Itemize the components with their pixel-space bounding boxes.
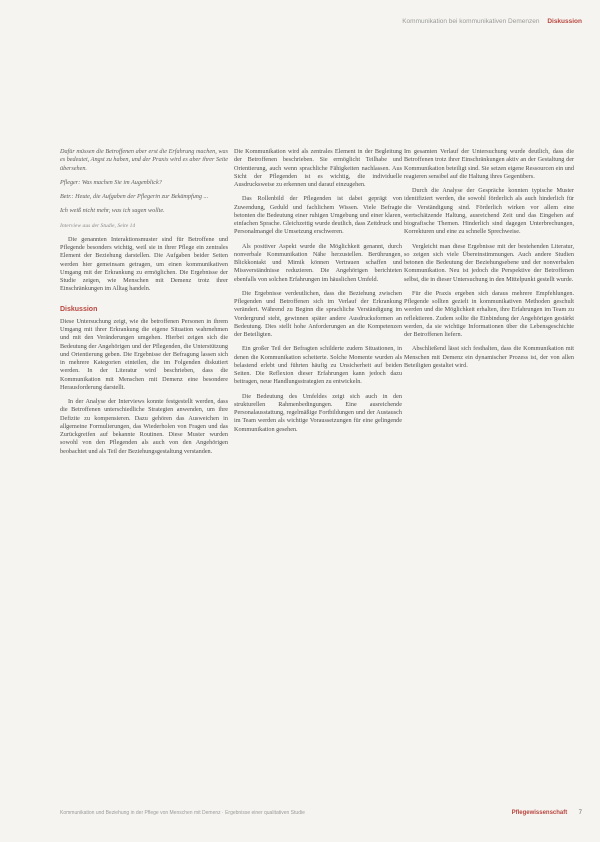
- interview-quote-line: Dafür müssen die Betroffenen aber erst die Erfahrung machen, was es bedeutet, Angst zu haben, und der Praxis wird es aber ihrer Seite übersehen.: [60, 148, 228, 172]
- paragraph: Ein großer Teil der Befragten schilderte zudem Situationen, in denen die Kommunikation scheiterte. Solche Momente wurden als belastend erlebt und führten häufig zu Unsicherheit auf beiden Seiten. Die Reflexion dieser Erfahrungen kann jedoch dazu beitragen, neue Handlungsstrategien zu entwickeln.: [234, 345, 402, 386]
- paragraph: Die genannten Interaktionsmuster sind für Betroffene und Pflegende besonders wichtig, weil sie in ihrer Pflege ein zentrales Element der Beziehung darstellen. Die Aufgaben beider Seiten werden hier gemeinsam getragen, um einen kommunikativen Umgang mit der Erkrankung zu ermöglichen. Die Ergebnisse der Studie zeigen, wie Menschen mit Demenz trotz ihrer Einschränkungen im Alltag handeln.: [60, 235, 228, 293]
- paragraph: Durch die Analyse der Gespräche konnten typische Muster identifiziert werden, die sowohl förderlich als auch hinderlich für die Verständigung sind. Förderlich wirken vor allem eine wertschätzende Haltung, ausreichend Zeit und das Eingehen auf biografische Themen. Hinderlich sind dagegen Unterbrechungen, Korrekturen und eine zu schnelle Sprechweise.: [404, 187, 574, 236]
- section-heading-diskussion: Diskussion: [60, 305, 98, 313]
- journal-name: Pflegewissenschaft: [511, 810, 568, 816]
- paragraph: Die Kommunikation wird als zentrales Element in der Begleitung der Betroffenen beschrieben. Sie ermöglicht Teilhabe und Orientierung, auch wenn sprachliche Fähigkeiten nachlassen. Aus Sicht der Pflegenden ist es wichtig, die individuelle Ausdrucksweise zu erkennen und darauf einzugehen.: [234, 148, 402, 188]
- page-number: 7: [578, 810, 582, 816]
- running-header: [402, 18, 582, 25]
- paragraph: Vergleicht man diese Ergebnisse mit der bestehenden Literatur, so zeigen sich viele Übereinstimmungen. Auch andere Studien betonen die Bedeutung der Beziehungsebene und der nonverbalen Kommunikation. Neu ist jedoch die Perspektive der Betroffenen selbst, die in dieser Untersuchung in den Mittelpunkt gestellt wurde.: [404, 242, 574, 283]
- paragraph: In der Analyse der Interviews konnte festgestellt werden, dass die Betroffenen unterschiedliche Strategien anwenden, um ihre Defizite zu kompensieren. Dazu gehören das Ausweichen in allgemeine Formulierungen, das Wiederholen von Fragen und das Zurückgreifen auf bekannte Routinen. Diese Muster wurden sowohl von den Pflegenden als auch von den Angehörigen beobachtet und als Teil der Beziehungsgestaltung verstanden.: [60, 398, 228, 455]
- section-name: Diskussion: [547, 18, 582, 25]
- quote-source: Interview aus der Studie, Seite 14: [60, 222, 136, 229]
- running-title: Kommunikation bei kommunikativen Demenzen: [402, 18, 540, 25]
- paragraph: Im gesamten Verlauf der Untersuchung wurde deutlich, dass die Betroffenen trotz ihrer Einschränkungen aktiv an der Gestaltung der Kommunikation beteiligt sind. Sie setzen eigene Ressourcen ein und reagieren sensibel auf die Haltung ihres Gegenübers.: [404, 148, 574, 180]
- interview-quote-line: Ich weiß nicht mehr, was ich sagen wollte.: [60, 207, 165, 215]
- footer-note: Kommunikation und Beziehung in der Pflege von Menschen mit Demenz · Ergebnisse einer qualitativen Studie: [60, 810, 305, 816]
- paragraph: Das Rollenbild der Pflegenden ist dabei geprägt von Zuwendung, Geduld und fachlichem Wissen. Viele Befragte betonten die Bedeutung einer ruhigen Umgebung und einer klaren, einfachen Sprache. Gleichzeitig wurde deutlich, dass Zeitdruck und Personalmangel die Umsetzung erschweren.: [234, 195, 402, 236]
- text-column-3: [404, 148, 574, 376]
- paragraph: Für die Praxis ergeben sich daraus mehrere Empfehlungen. Pflegende sollten gezielt in kommunikativen Methoden geschult werden und die Möglichkeit erhalten, ihre Erfahrungen im Team zu reflektieren. Zudem sollte die Einbindung der Angehörigen gestärkt werden, da sie wichtige Informationen über die Lebensgeschichte der Betroffenen liefern.: [404, 289, 574, 338]
- page-footer: [60, 810, 582, 816]
- paragraph: Als positiver Aspekt wurde die Möglichkeit genannt, durch nonverbale Kommunikation Nähe herzustellen. Berührungen, Blickkontakt und Mimik können Vertrauen schaffen und Missverständnisse reduzieren. Die Angehörigen berichteten ebenfalls von solchen Erfahrungen im häuslichen Umfeld.: [234, 242, 402, 283]
- text-column-1: [60, 148, 228, 462]
- interview-quote-line: Pfleger: Was machen Sie im Augenblick?: [60, 178, 162, 186]
- interview-quote-line: Betr.: Heute, die Aufgaben der Pflegerin zur Bekämpfung ...: [60, 193, 209, 200]
- paragraph: Abschließend lässt sich festhalten, dass die Kommunikation mit Menschen mit Demenz ein dynamischer Prozess ist, der von allen Beteiligten gestaltet wird.: [404, 345, 574, 369]
- paragraph: Diese Untersuchung zeigt, wie die betroffenen Personen in ihrem Umgang mit ihrer Erkrankung die eigene Situation wahrnehmen und mit den Veränderungen umgehen. Hierbei zeigen sich die Bedeutung der Angehörigen und der Pflegenden, die Unterstützung und Orientierung geben. Die Ergebnisse der Befragung lassen sich in mehrere Kategorien einteilen, die im Folgenden diskutiert werden. In der Literatur wird beschrieben, dass die Kommunikation mit Menschen mit Demenz eine besondere Herausforderung darstellt.: [60, 317, 228, 391]
- paragraph: Die Ergebnisse verdeutlichen, dass die Beziehung zwischen Pflegenden und Betroffenen sich im Verlauf der Erkrankung verändert. Während zu Beginn die sprachliche Verständigung im Vordergrund steht, gewinnen später andere Ausdrucksformen an Bedeutung. Dies stellt hohe Anforderungen an die Kompetenzen der Beteiligten.: [234, 289, 402, 338]
- paragraph: Die Bedeutung des Umfeldes zeigt sich auch in den strukturellen Rahmenbedingungen. Eine ausreichende Personalausstattung, regelmäßige Fortbildungen und der Austausch im Team werden als wichtige Voraussetzungen für eine gelingende Kommunikation gesehen.: [234, 392, 402, 433]
- text-column-2: [234, 148, 402, 440]
